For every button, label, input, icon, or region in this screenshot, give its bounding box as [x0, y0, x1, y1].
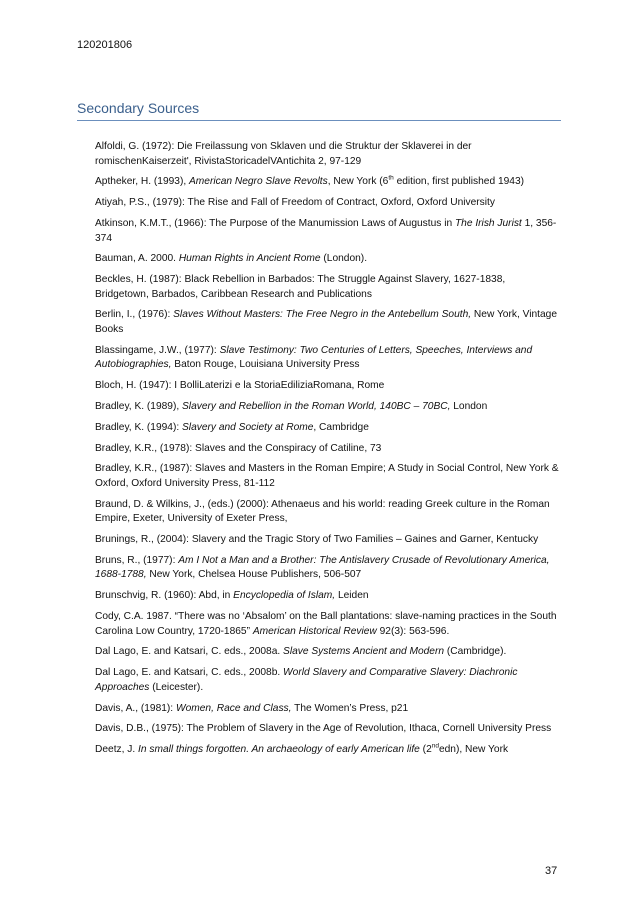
reference-text: 92(3): 563-596. — [376, 625, 450, 637]
superscript: th — [388, 174, 394, 182]
reference-entry — [95, 743, 561, 758]
reference-text: Alfoldi, G. (1972): Die Freilassung von Sklaven und die Struktur der Sklaverei in der romischenKaiserzeit', RivistaStoricadelVAntichita 2, 97-129 — [95, 141, 472, 167]
reference-text: Beckles, H. (1987): Black Rebellion in Barbados: The Struggle Against Slavery, 1627-1838, Bridgetown, Barbados, Caribbean Research and Publications — [95, 274, 506, 300]
reference-text: Braund, D. & Wilkins, J., (eds.) (2000): Athenaeus and his world: reading Greek culture in the Roman Empire, Exeter, University of Exeter Press, — [95, 498, 550, 525]
reference-entry — [95, 722, 561, 737]
reference-text: , New York (6 — [327, 176, 389, 188]
reference-text: Brunings, R., (2004): Slavery and the Tragic Story of Two Families – Gaines and Garner, Kentucky — [95, 534, 539, 546]
reference-text: Brunschvig, R. (1960): Abd, in — [95, 590, 234, 602]
reference-title-italic: Slavery and Society at Rome — [182, 421, 314, 433]
reference-entry — [95, 554, 561, 583]
reference-text: New York, Chelsea House Publishers, 506-507 — [146, 569, 362, 581]
reference-text: Bradley, K.R., (1978): Slaves and the Conspiracy of Catiline, 73 — [95, 442, 382, 454]
reference-entry — [95, 175, 561, 190]
reference-title-italic: In small things forgotten. An archaeology of early American life — [138, 744, 420, 756]
reference-entry — [95, 308, 561, 337]
reference-text: Bruns, R., (1977): — [95, 554, 179, 566]
reference-entry — [95, 379, 561, 394]
reference-entry — [95, 421, 561, 436]
reference-text: Davis, D.B., (1975): The Problem of Slavery in the Age of Revolution, Ithaca, Cornell University Press — [95, 723, 552, 735]
reference-text: Baton Rouge, Louisiana University Press — [171, 359, 360, 371]
page-number: 37 — [545, 865, 558, 877]
reference-text: edn), New York — [438, 744, 509, 756]
reference-text: The Women’s Press, p21 — [291, 702, 409, 714]
reference-entry — [95, 273, 561, 302]
reference-text: 1, 356-374 — [95, 217, 557, 244]
reference-text: Leiden — [335, 590, 369, 602]
reference-entry — [95, 610, 561, 639]
reference-entry — [95, 645, 561, 660]
reference-text: Bradley, K.R., (1987): Slaves and Masters in the Roman Empire; A Study in Social Control, New York & Oxford, Oxford University Press, 81-112 — [95, 463, 559, 489]
reference-text: Bradley, K. (1994): — [95, 421, 183, 433]
reference-text: Davis, A., (1981): — [95, 702, 176, 714]
reference-text: Blassingame, J.W., (1977): — [95, 344, 220, 356]
reference-text: (Leicester). — [149, 681, 204, 693]
reference-title-italic: Women, Race and Class, — [175, 702, 292, 714]
reference-text: Cody, C.A. 1987. “There was no ‘Absalom’ on the Ball plantations: slave-naming practices in the South Carolina Low Country, 1720-1865” — [95, 611, 557, 637]
reference-entry — [95, 217, 561, 246]
superscript: nd — [431, 742, 439, 750]
reference-text: Bloch, H. (1947): I BolliLaterizi e la StoriaEdiliziaRomana, Rome — [95, 380, 385, 392]
reference-entry — [95, 533, 561, 548]
reference-text: (Cambridge). — [444, 646, 507, 658]
reference-text: New York, Vintage Books — [95, 309, 557, 336]
reference-title-italic: Slaves Without Masters: The Free Negro in the Antebellum South, — [173, 309, 472, 321]
reference-title-italic: Slavery and Rebellion in the Roman World, 140BC – 70BC, — [182, 401, 451, 412]
reference-entry — [95, 442, 561, 457]
reference-text: Dal Lago, E. and Katsari, C. eds., 2008b. — [95, 667, 284, 679]
reference-entry — [95, 462, 561, 491]
reference-text: Berlin, I., (1976): — [95, 309, 174, 321]
reference-entry — [95, 498, 561, 527]
reference-title-italic: Am I Not a Man and a Brother: The Antislavery Crusade of Revolutionary America, 1688-1788, — [95, 554, 550, 581]
reference-title-italic: The Irish Jurist — [454, 217, 522, 229]
document-id: 120201806 — [77, 39, 133, 51]
reference-entry — [95, 589, 561, 604]
reference-text: edition, first published 1943) — [393, 176, 525, 188]
reference-entry — [95, 400, 561, 415]
reference-text: London — [450, 401, 488, 412]
section-heading: Secondary Sources — [77, 100, 200, 116]
reference-text: Dal Lago, E. and Katsari, C. eds., 2008a. — [95, 646, 284, 658]
reference-title-italic: Human Rights in Ancient Rome — [178, 253, 321, 265]
reference-title-italic: Encyclopedia of Islam, — [233, 590, 336, 602]
reference-text: (2 — [419, 744, 432, 756]
reference-title-italic: American Historical Review — [252, 625, 377, 637]
reference-text: , Cambridge — [313, 421, 369, 433]
reference-entry — [95, 252, 561, 267]
reference-title-italic: Slave Systems Ancient and Modern — [283, 646, 445, 658]
reference-entry — [95, 666, 561, 695]
reference-text: Bauman, A. 2000. — [95, 253, 179, 265]
reference-entry — [95, 140, 561, 169]
reference-entry — [95, 344, 561, 373]
reference-text: Atkinson, K.M.T., (1966): The Purpose of the Manumission Laws of Augustus in — [95, 217, 455, 229]
reference-list — [95, 140, 561, 764]
reference-title-italic: American Negro Slave Revolts — [189, 176, 328, 188]
heading-underline — [77, 120, 561, 121]
reference-entry — [95, 196, 561, 211]
reference-entry — [95, 702, 561, 717]
reference-title-italic: World Slavery and Comparative Slavery: Diachronic Approaches — [95, 667, 518, 693]
reference-text: Aptheker, H. (1993), — [95, 176, 189, 188]
reference-text: (London). — [320, 253, 368, 265]
reference-text: Atiyah, P.S., (1979): The Rise and Fall of Freedom of Contract, Oxford, Oxford University — [95, 197, 495, 209]
reference-text: Deetz, J. — [95, 744, 139, 756]
reference-title-italic: Slave Testimony: Two Centuries of Letters, Speeches, Interviews and Autobiographies, — [95, 344, 533, 371]
reference-text: Bradley, K. (1989), — [95, 401, 183, 412]
